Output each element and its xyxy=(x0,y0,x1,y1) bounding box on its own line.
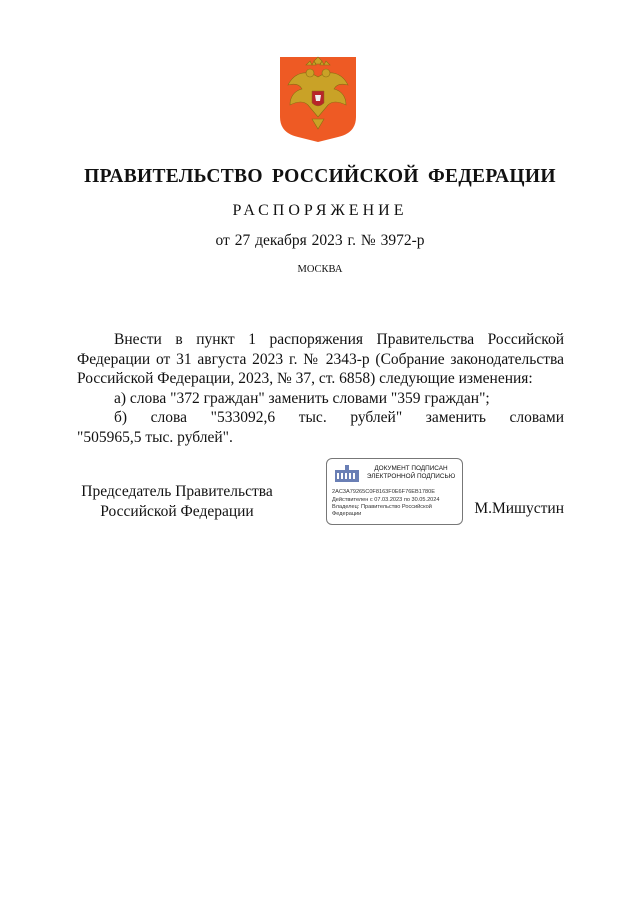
signer-position-line2: Российской Федерации xyxy=(100,502,254,520)
stamp-validity: Действителен с 07.03.2023 по 30.05.2024 xyxy=(332,497,440,503)
electronic-signature-stamp xyxy=(326,458,463,525)
document-date-number: от 27 декабря 2023 г. № 3972-р xyxy=(215,232,425,249)
item-b: б) слова "533092,6 тыс. рублей" заменить словами xyxy=(114,409,564,427)
paragraph-intro: Внести в пункт 1 распоряжения Правительства Российской Федерации от 31 августа 2023 г. № 2343-р (Собрание законодательства xyxy=(77,331,564,368)
paragraph-intro-end: Российской Федерации, 2023, № 37, ст. 6858) следующие изменения: xyxy=(77,370,533,388)
signer-position xyxy=(77,482,277,521)
government-title: ПРАВИТЕЛЬСТВО РОССИЙСКОЙ ФЕДЕРАЦИИ xyxy=(84,166,556,187)
item-b-end: "505965,5 тыс. рублей". xyxy=(77,428,233,446)
signer-name: М.Мишустин xyxy=(474,500,564,517)
stamp-owner: Владелец: Правительство Российской Федерации xyxy=(332,504,432,517)
item-a: а) слова "372 граждан" заменить словами "359 граждан"; xyxy=(114,389,490,407)
stamp-header-line2: ЭЛЕКТРОННОЙ ПОДПИСЬЮ xyxy=(366,473,456,480)
stamp-certificate: 2AC3A79265C0F8163F0E6F76EB1780E xyxy=(332,489,435,495)
stamp-header xyxy=(363,465,459,481)
document-type: РАСПОРЯЖЕНИЕ xyxy=(232,202,408,219)
coat-of-arms-icon xyxy=(276,55,360,142)
stamp-header-line1: ДОКУМЕНТ ПОДПИСАН xyxy=(374,465,448,472)
government-building-icon xyxy=(333,464,361,484)
signer-position-line1: Председатель Правительства xyxy=(81,483,273,500)
city: МОСКВА xyxy=(297,264,343,275)
order-body xyxy=(77,330,564,448)
